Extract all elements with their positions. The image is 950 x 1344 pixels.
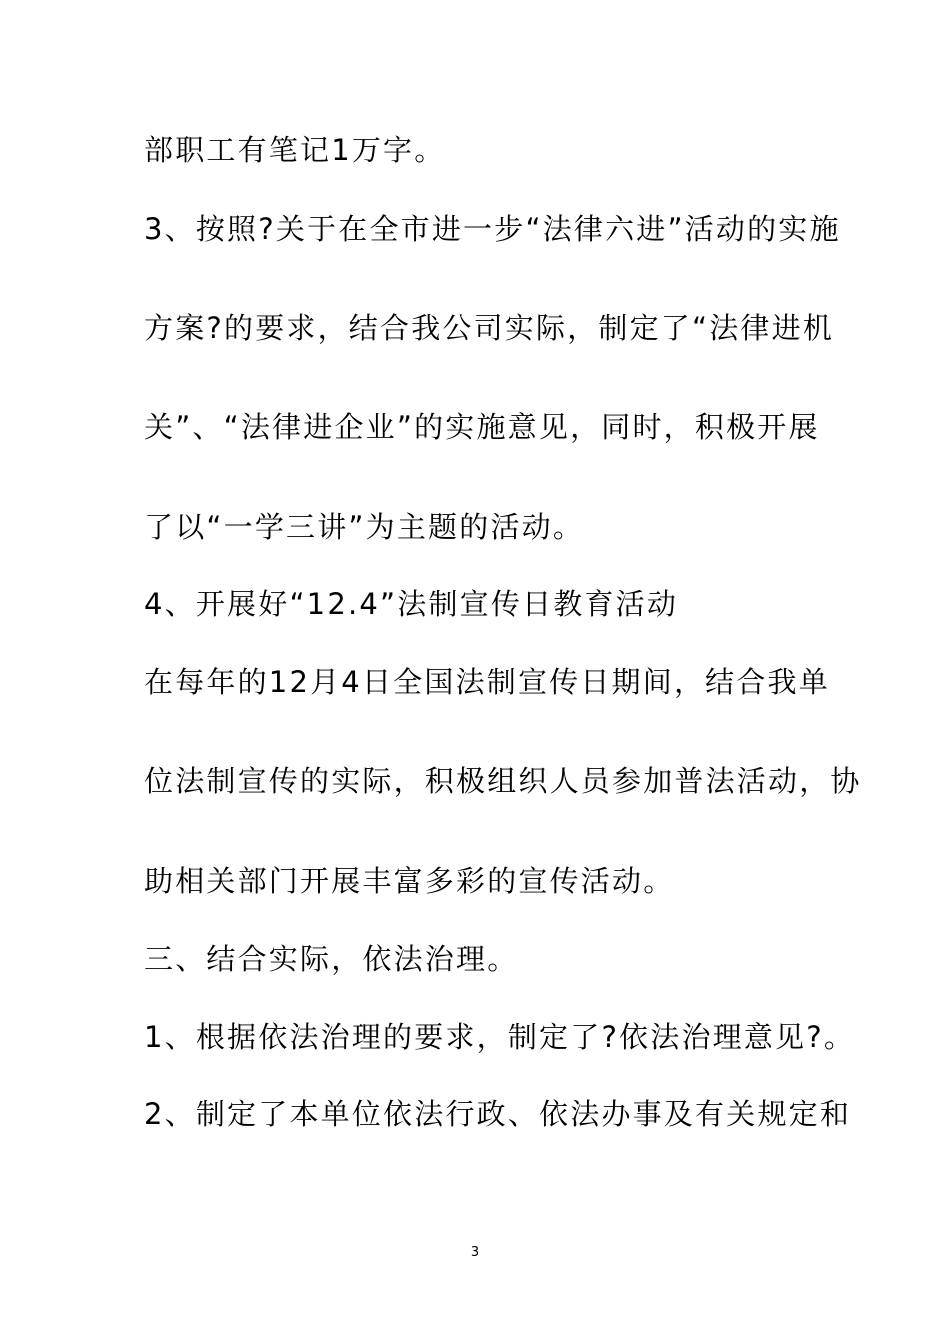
text-line: 方案?的要求，结合我公司实际，制定了“法律进机 xyxy=(144,311,835,345)
text-line: 部职工有笔记1万字。 xyxy=(144,133,446,167)
text-line: 助相关部门开展丰富多彩的宣传活动。 xyxy=(144,864,675,898)
text-line: 4、开展好“12.4”法制宣传日教育活动 xyxy=(144,587,679,621)
text-line: 关”、“法律进企业”的实施意见，同时，积极开展 xyxy=(144,410,820,444)
section-heading: 三、结合实际，依法治理。 xyxy=(144,942,519,976)
text-line: 在每年的12月4日全国法制宣传日期间，结合我单 xyxy=(144,665,830,699)
page-number: 3 xyxy=(470,1245,480,1260)
text-line: 1、根据依法治理的要求，制定了?依法治理意见?。 xyxy=(144,1020,856,1054)
text-line: 2、制定了本单位依法行政、依法办事及有关规定和 xyxy=(144,1097,852,1131)
text-line: 位法制宣传的实际，积极组织人员参加普法活动，协 xyxy=(144,764,862,798)
text-line: 3、按照?关于在全市进一步“法律六进”活动的实施 xyxy=(144,212,841,246)
text-line: 了以“一学三讲”为主题的活动。 xyxy=(144,510,585,544)
